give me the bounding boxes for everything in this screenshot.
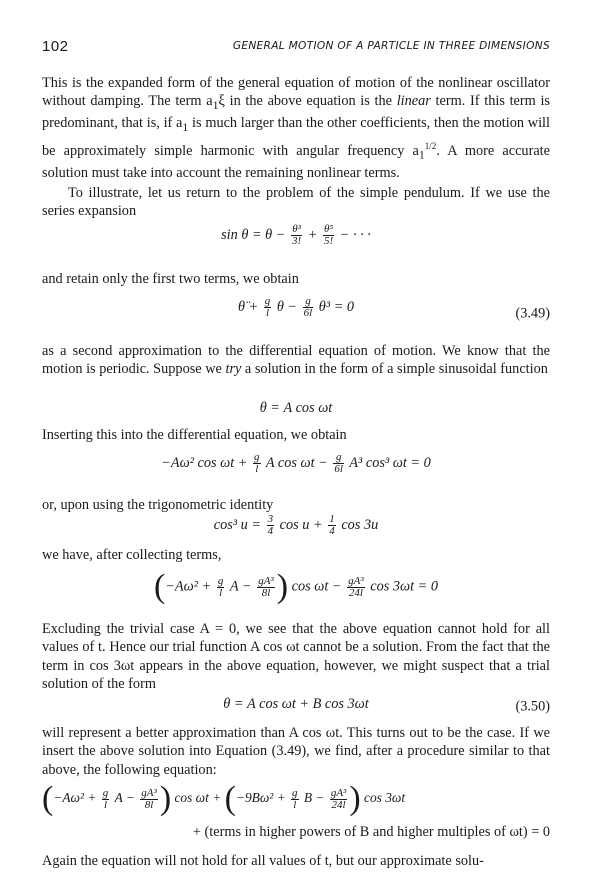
paragraph-trig-identity: or, upon using the trigonometric identity (42, 497, 274, 513)
equation-collected: (−Aω² + $\frac{g}{l}$ A − $\frac{\text{gA³}}{8l}$ ) cos ωt − $\frac{\text{gA³}}{24l}$ cos 3ωt = 0 (153, 568, 439, 605)
paragraph-again: Again the equation will not hold for all values of t, but our approximate solu- (42, 853, 484, 869)
equation-number-3-50: (3.50) (515, 698, 550, 715)
equation-trial-function: θ = A cos ωt (259, 400, 333, 416)
running-head-title: GENERAL MOTION OF A PARTICLE IN THREE DIMENSIONS (232, 40, 550, 52)
equation-inserted: −Aω² cos ωt + $\frac{g}{l}$ A cos ωt − $\frac{g}{6l}$ A³ cos³ ωt = 0 (161, 451, 431, 475)
paragraph-second-approximation: as a second approximation to the differential equation of motion. We know that the motion is periodic. Suppose we try a solution in the form of a simple sinusoidal function (42, 343, 550, 378)
running-header (42, 38, 550, 60)
equation-3-49: θ̈ + $\frac{g}{l}$ θ − $\frac{g}{6l}$ θ³ = 0 (3.49) (237, 295, 550, 322)
paragraph-trivial-case: Excluding the trivial case A = 0, we see that the above equation cannot hold for all values of t. Hence our trial function A cos ωt cannot be a solution. From the fact that the term in cos 3ωt appears in the above equation, however, we might suspect that a trial solution of the form (42, 621, 550, 692)
page-number: 102 (42, 38, 69, 55)
equation-trig-identity: cos³ u = $\frac{3}{4}$ cos u + $\frac{1}{4}$ cos 3u (213, 513, 379, 537)
paragraph-retain-terms: and retain only the first two terms, we obtain (42, 271, 299, 287)
paragraph-simple-pendulum: To illustrate, let us return to the problem of the simple pendulum. If we use the series expansion (42, 185, 550, 220)
paragraph-inserting: Inserting this into the differential equation, we obtain (42, 427, 347, 443)
equation-long-line-1: (−Aω² + $\frac{g}{l}$ A − $\frac{\text{gA³}}{8l}$ ) cos ωt + (−9Bω² + $\frac{g}{l}$ B − $\frac{\text{gA³}}{24l}$ ) cos 3ωt (42, 780, 406, 817)
paragraph-nonlinear-oscillator: This is the expanded form of the general equation of motion of the nonlinear oscillator without damping. The term $a_1\xi$ in the above equation is the linear term. If this term is predominant, that is, if $a_1$ is much larger than the other coefficients, then the motion will be approximately simple harmonic with angular frequency $a_1^{1/2}$. A more accurate solution must take into account the remaining nonlinear terms. (42, 75, 550, 181)
equation-sine-series: sin θ = θ − $\frac{\text{θ³}}{3!}$ + $\frac{\text{θ⁵}}{5!}$ − · · · (221, 223, 371, 247)
paragraph-better-approximation: will represent a better approximation than A cos ωt. This turns out to be the case. If we insert the above solution into Equation (3.49), we find, after a procedure similar to that above, the following equation: (42, 725, 550, 778)
paragraph-collecting-terms: we have, after collecting terms, (42, 547, 222, 563)
equation-number-3-49: (3.49) (515, 305, 550, 322)
equation-long-line-2: + (terms in higher powers of B and higher multiples of ωt) = 0 (192, 824, 550, 840)
equation-3-50: θ = A cos ωt + B cos 3ωt (3.50) (223, 696, 550, 715)
